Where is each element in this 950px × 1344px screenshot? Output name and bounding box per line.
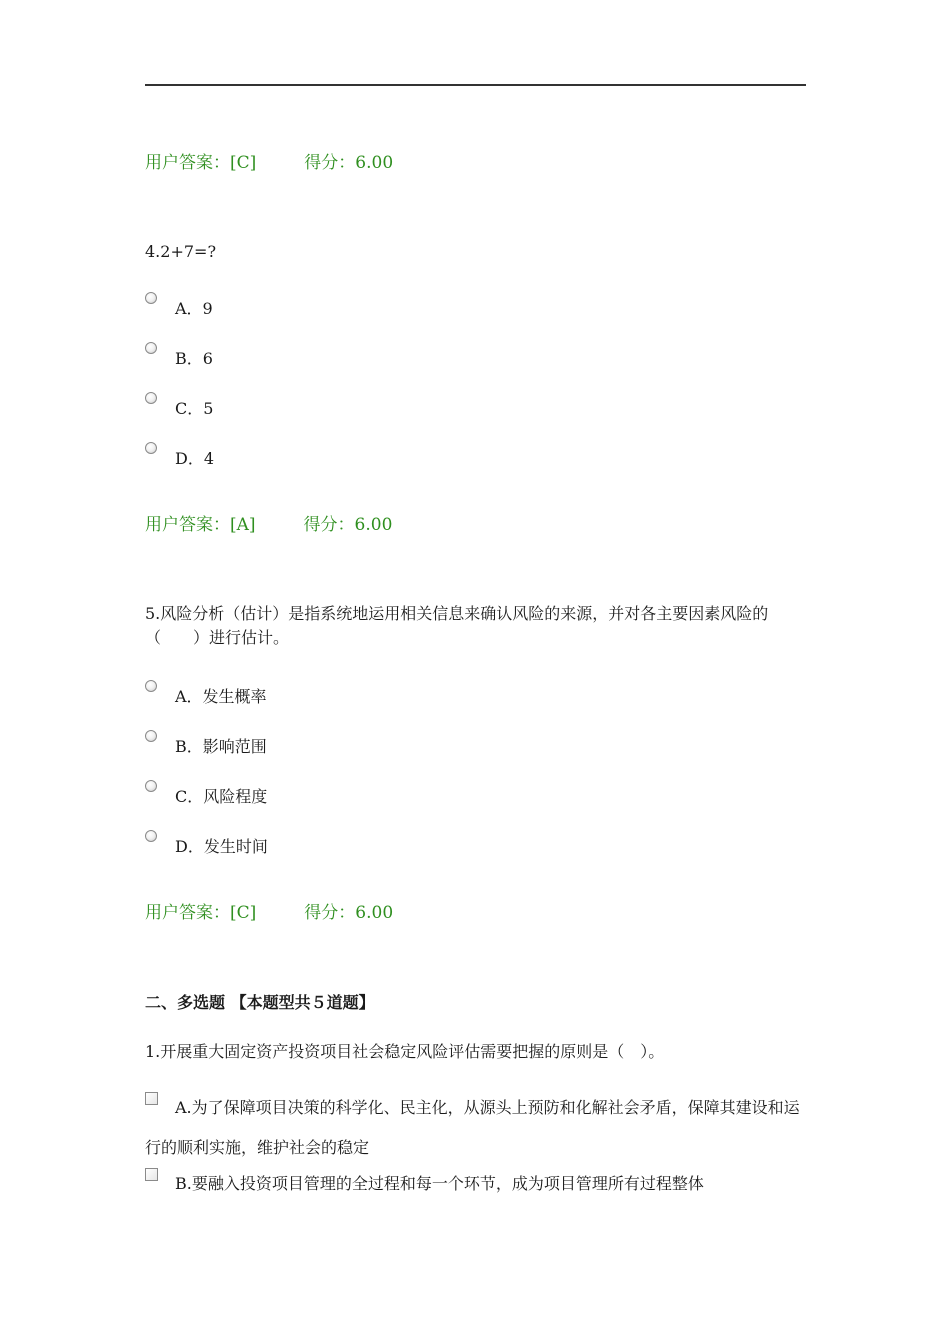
option-label: C．5 (175, 399, 214, 418)
checkbox-icon[interactable] (145, 1168, 158, 1181)
q4-answer-line (145, 510, 392, 535)
user-answer: 用户答案：[C] (145, 153, 257, 173)
radio-icon[interactable] (145, 730, 157, 742)
divider-line (145, 84, 806, 86)
radio-icon[interactable] (145, 442, 157, 454)
question-5-text: 5.风险分析（估计）是指系统地运用相关信息来确认风险的来源，并对各主要因素风险的（ ）进行估计。 (145, 604, 769, 647)
q5-answer-line (145, 898, 393, 923)
checkbox-icon[interactable] (145, 1092, 158, 1105)
option-label: D．发生时间 (175, 837, 268, 856)
question-4-text: 4.2+7=? (145, 242, 217, 261)
score: 得分：6.00 (304, 903, 394, 923)
radio-icon[interactable] (145, 292, 157, 304)
radio-icon[interactable] (145, 830, 157, 842)
option-label: B．影响范围 (175, 737, 267, 756)
radio-icon[interactable] (145, 780, 157, 792)
option-label: A．9 (175, 299, 213, 318)
option-label: C．风险程度 (175, 787, 268, 806)
score: 得分：6.00 (303, 515, 393, 535)
user-answer: 用户答案：[A] (145, 515, 256, 535)
radio-icon[interactable] (145, 392, 157, 404)
mq1-option-a[interactable] (145, 1088, 810, 1168)
mq1-option-b[interactable] (145, 1164, 810, 1204)
option-label: A．发生概率 (175, 687, 267, 706)
user-answer: 用户答案：[C] (145, 903, 257, 923)
section-heading: 二、多选题 【本题型共５道题】 (145, 993, 375, 1012)
radio-icon[interactable] (145, 680, 157, 692)
score: 得分：6.00 (304, 153, 394, 173)
option-label: B．6 (175, 349, 213, 368)
option-label: D．4 (175, 449, 215, 468)
multi-question-1-text: 1.开展重大固定资产投资项目社会稳定风险评估需要把握的原则是（ ）。 (145, 1042, 665, 1061)
option-label: B.要融入投资项目管理的全过程和每一个环节，成为项目管理所有过程整体 (175, 1174, 704, 1193)
q3-answer-line (145, 148, 393, 173)
option-label: A.为了保障项目决策的科学化、民主化，从源头上预防和化解社会矛盾，保障其建设和运行的顺利实施，维护社会的稳定 (145, 1098, 800, 1157)
radio-icon[interactable] (145, 342, 157, 354)
